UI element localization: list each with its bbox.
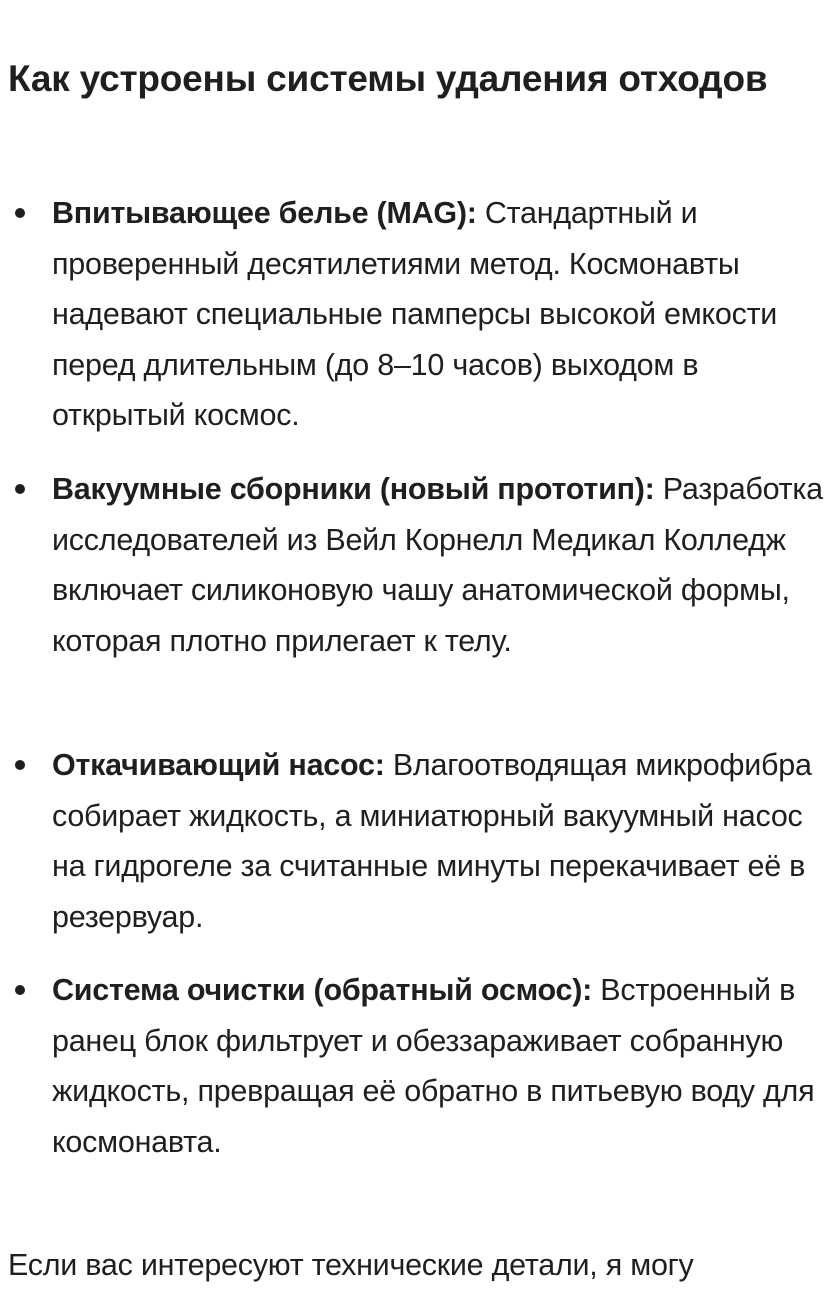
bullet-icon <box>15 760 25 770</box>
bullet-icon <box>15 208 25 218</box>
list-item-term: Система очистки (обратный осмос): <box>52 973 593 1007</box>
list-item-term: Откачивающий насос: <box>52 748 385 782</box>
list-item-description: Стандартный и проверенный десятилетиями метод. Космонавты надевают специальные памперсы высокой емкости перед длительным (до 8–10 часов) выходом в открытый космос. <box>52 196 778 432</box>
list-item-description: Разработка исследователей из Вейл Корнелл Медикал Колледж включает силиконовую чашу анатомической формы, которая плотно прилегает к телу. <box>52 472 823 658</box>
footer-paragraph: Если вас интересуют технические детали, я могу <box>8 1248 694 1282</box>
list-item-term: Впитывающее белье (MAG): <box>52 196 477 230</box>
list-item-description: Встроенный в ранец блок фильтрует и обеззараживает собранную жидкость, превращая её обратно в питьевую воду для космонавта. <box>52 973 815 1159</box>
list-item-text <box>52 965 824 1167</box>
list-item-term: Вакуумные сборники (новый прототип): <box>52 472 655 506</box>
list-item-text <box>52 188 824 441</box>
list-item-description: Влагоотводящая микрофибра собирает жидкость, а миниатюрный вакуумный насос на гидрогеле за считанные минуты перекачивает её в резервуар. <box>52 748 812 934</box>
bullet-icon <box>15 985 25 995</box>
list-item-text <box>52 740 824 942</box>
bullet-icon <box>15 484 25 494</box>
section-title: Как устроены системы удаления отходов <box>8 58 768 99</box>
list-item-text <box>52 464 824 666</box>
